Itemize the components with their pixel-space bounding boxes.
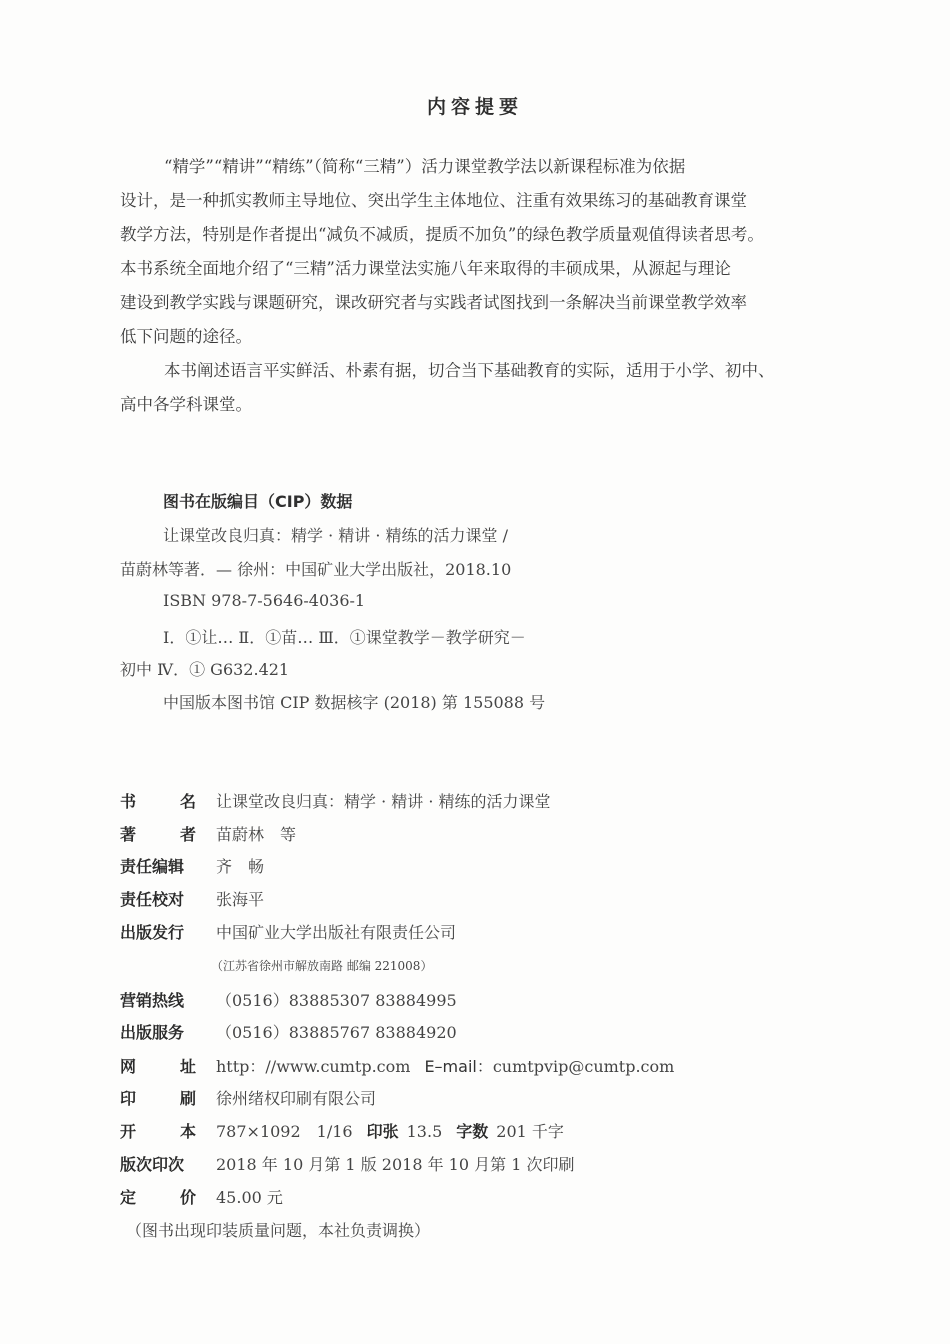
cip-isbn: ISBN 978-7-5646-4036-1 [163,591,366,610]
cip-heading: 图书在版编目（CIP）数据 [163,492,353,511]
sales-hotline-label: 营销热线 [120,990,185,1010]
edition-row [120,1148,574,1178]
cip-line: 让课堂改良归真：精学 · 精讲 · 精练的活力课堂 / [163,526,508,545]
edition-label: 版次印次 [120,1154,185,1174]
edition-value: 2018 年 10 月第 1 版 2018 年 10 月第 1 次印刷 [216,1154,575,1174]
email-address[interactable]: cumtpvip@cumtp.com [492,1056,675,1076]
price-label: 定 价 [120,1187,196,1207]
proofreader-row [120,883,264,913]
summary-line: 教学方法，特别是作者提出“减负不减质，提质不加负”的绿色教学质量观值得读者思考。 [120,225,764,244]
editor-row [120,850,264,880]
format-row [120,1115,564,1145]
website-url[interactable]: http：//www.cumtp.com [216,1056,411,1076]
price-value: 45.00 元 [216,1187,283,1207]
editor-value: 齐 畅 [216,856,265,876]
summary-line: 本书系统全面地介绍了“三精”活力课堂法实施八年来取得的丰硕成果，从源起与理论 [120,259,731,278]
website-row [120,1050,674,1080]
publisher-address: （江苏省徐州市解放南路 邮编 221008） [211,959,433,973]
website-label: 网 址 [120,1056,196,1076]
price-row [120,1181,283,1211]
sales-hotline-value: （0516）83885307 83884995 [216,990,457,1010]
words-label: 字数 [456,1121,489,1141]
format-label: 开 本 [120,1121,196,1141]
book-name-label: 书 名 [120,791,196,811]
summary-line: 本书阐述语言平实鲜活、朴素有据，切合当下基础教育的实际，适用于小学、初中、 [164,361,775,380]
printing-row [120,1082,376,1112]
sales-hotline-row [120,984,457,1014]
sheets-label: 印张 [366,1121,399,1141]
printing-value: 徐州绪权印刷有限公司 [216,1088,377,1108]
website-value [216,1054,674,1077]
proofreader-label: 责任校对 [120,889,185,909]
sheets-value: 13.5 [406,1121,443,1141]
email-label: E–mail： [424,1056,493,1076]
format-size: 787×1092 1/16 [216,1121,353,1141]
publish-service-label: 出版服务 [120,1022,185,1042]
proofreader-value: 张海平 [216,889,265,909]
author-label: 著 者 [120,824,196,844]
book-name-value: 让课堂改良归真：精学 · 精讲 · 精练的活力课堂 [216,791,551,811]
publisher-value: 中国矿业大学出版社有限责任公司 [216,922,457,942]
summary-paragraph-1 [120,150,840,354]
summary-line: 设计，是一种抓实教师主导地位、突出学生主体地位、注重有效果练习的基础教育课堂 [120,191,747,210]
publisher-row [120,916,456,946]
publisher-label: 出版发行 [120,922,185,942]
publish-service-row [120,1016,457,1046]
format-value [216,1119,564,1142]
publish-service-value: （0516）83885767 83884920 [216,1022,457,1042]
summary-paragraph-2 [120,354,840,422]
author-row [120,818,296,848]
quality-notice: （图书出现印装质量问题，本社负责调换） [126,1221,431,1240]
cip-line: 苗蔚林等著．— 徐州：中国矿业大学出版社，2018.10 [120,560,512,579]
printing-label: 印 刷 [120,1088,196,1108]
summary-line: 低下问题的途径。 [120,327,252,346]
author-value: 苗蔚林 等 [216,824,297,844]
cip-line: 中国版本图书馆 CIP 数据核字 (2018) 第 155088 号 [163,693,546,712]
editor-label: 责任编辑 [120,856,185,876]
cip-line: 初中 Ⅳ．① G632.421 [120,660,290,679]
words-value: 201 千字 [496,1121,564,1141]
summary-line: 高中各学科课堂。 [120,395,252,414]
cip-line: Ⅰ．①让… Ⅱ．①苗… Ⅲ．①课堂教学－教学研究－ [163,628,526,647]
summary-line: 建设到教学实践与课题研究，课改研究者与实践者试图找到一条解决当前课堂教学效率 [120,293,747,312]
book-name-row [120,785,551,815]
summary-line: “精学”“精讲”“精练”（简称“三精”）活力课堂教学法以新课程标准为依据 [164,157,686,176]
page-title: 内容提要 [426,96,523,118]
